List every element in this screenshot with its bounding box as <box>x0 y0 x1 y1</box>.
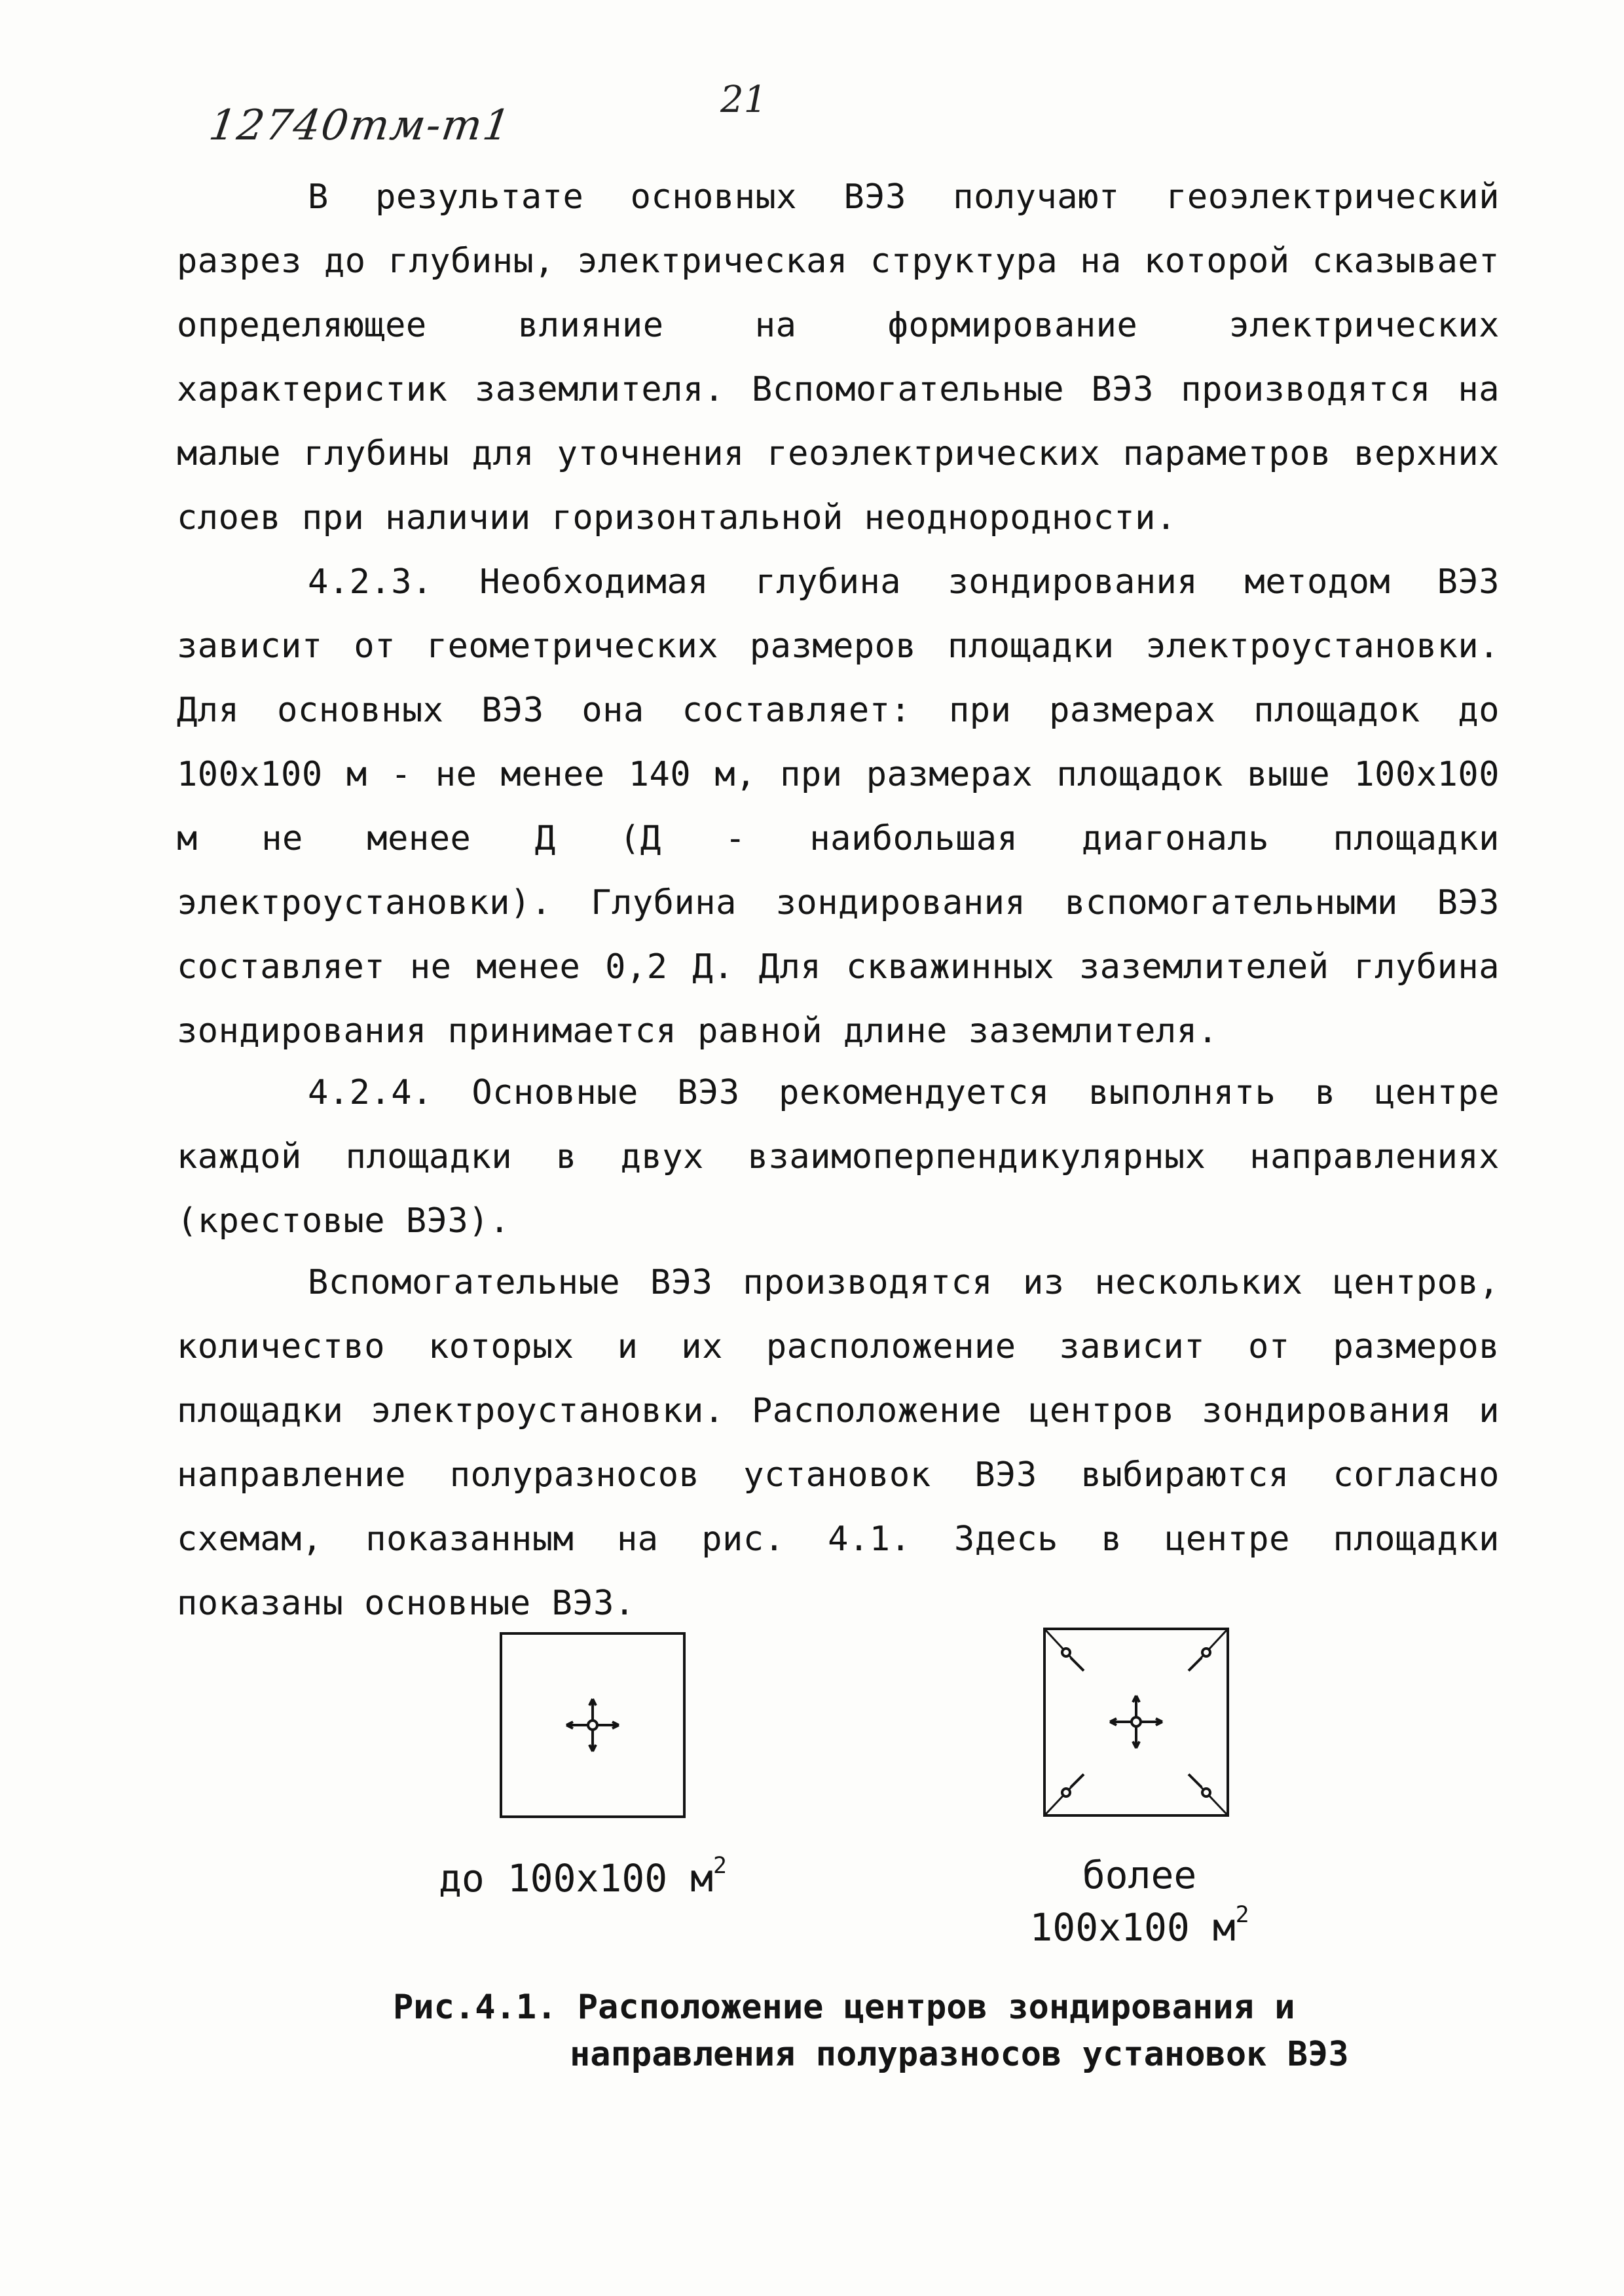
paragraph-auxiliary-vez: Вспомогательные ВЭЗ производятся из нескольких центров, количество которых и их расположение зависит от размеров площадки электроустановки. Расположение центров зондирования и направление полуразносов установок ВЭЗ выбираются согласно схемам, показанным на рис. 4.1. Здесь в центре площадки показаны основные ВЭЗ. <box>177 1263 1500 1623</box>
figure-small-site-diagram <box>498 1630 688 1820</box>
figure-left-label: до 100х100 $м^2$ <box>439 1853 727 1901</box>
figure-large-site-diagram <box>1041 1624 1231 1820</box>
figure-caption <box>393 1984 1349 2078</box>
paragraph-4-2-3: 4.2.3. Необходимая глубина зондирования методом ВЭЗ зависит от геометрических размеров площадки электроустановки. Для основных ВЭЗ она составляет: при размерах площадок до 100х100 м - не менее 140 м, при размерах площадок выше 100х100 м не менее Д (Д - наибольшая диагональ площадки электроустановки). Глубина зондирования вспомогательными ВЭЗ составляет не менее 0,2 Д. Для скважинных заземлителей глубина зондирования принимается равной длине заземлителя. <box>177 562 1500 1051</box>
figure-number: Рис.4.1. <box>393 1988 557 2027</box>
caption-line1: Расположение центров зондирования и <box>577 1988 1295 2027</box>
figure-right-label-line2: 100х100 $м^2$ <box>1029 1902 1249 1950</box>
figure-right-label-line1: более <box>1082 1853 1197 1897</box>
caption-line2: направления полуразносов установок ВЭЗ <box>570 2035 1349 2074</box>
page-number: 21 <box>720 79 767 121</box>
central-cross-vez-icon <box>1110 1696 1162 1748</box>
paragraph-geoelectric-section: В результате основных ВЭЗ получают геоэлектрический разрез до глубины, электрическая структура на которой сказывает определяющее влияние на формирование электрических характеристик заземлителя. Вспомогательные ВЭЗ производятся на малые глубины для уточнения геоэлектрических параметров верхних слоев при наличии горизонтальной неоднородности. <box>177 177 1500 538</box>
central-cross-vez-icon <box>566 1699 619 1751</box>
document-code: 12740тм-т1 <box>206 101 515 150</box>
paragraph-4-2-4: 4.2.4. Основные ВЭЗ рекомендуется выполнять в центре каждой площадки в двух взаимоперпендикулярных направлениях (крестовые ВЭЗ). <box>177 1073 1500 1241</box>
